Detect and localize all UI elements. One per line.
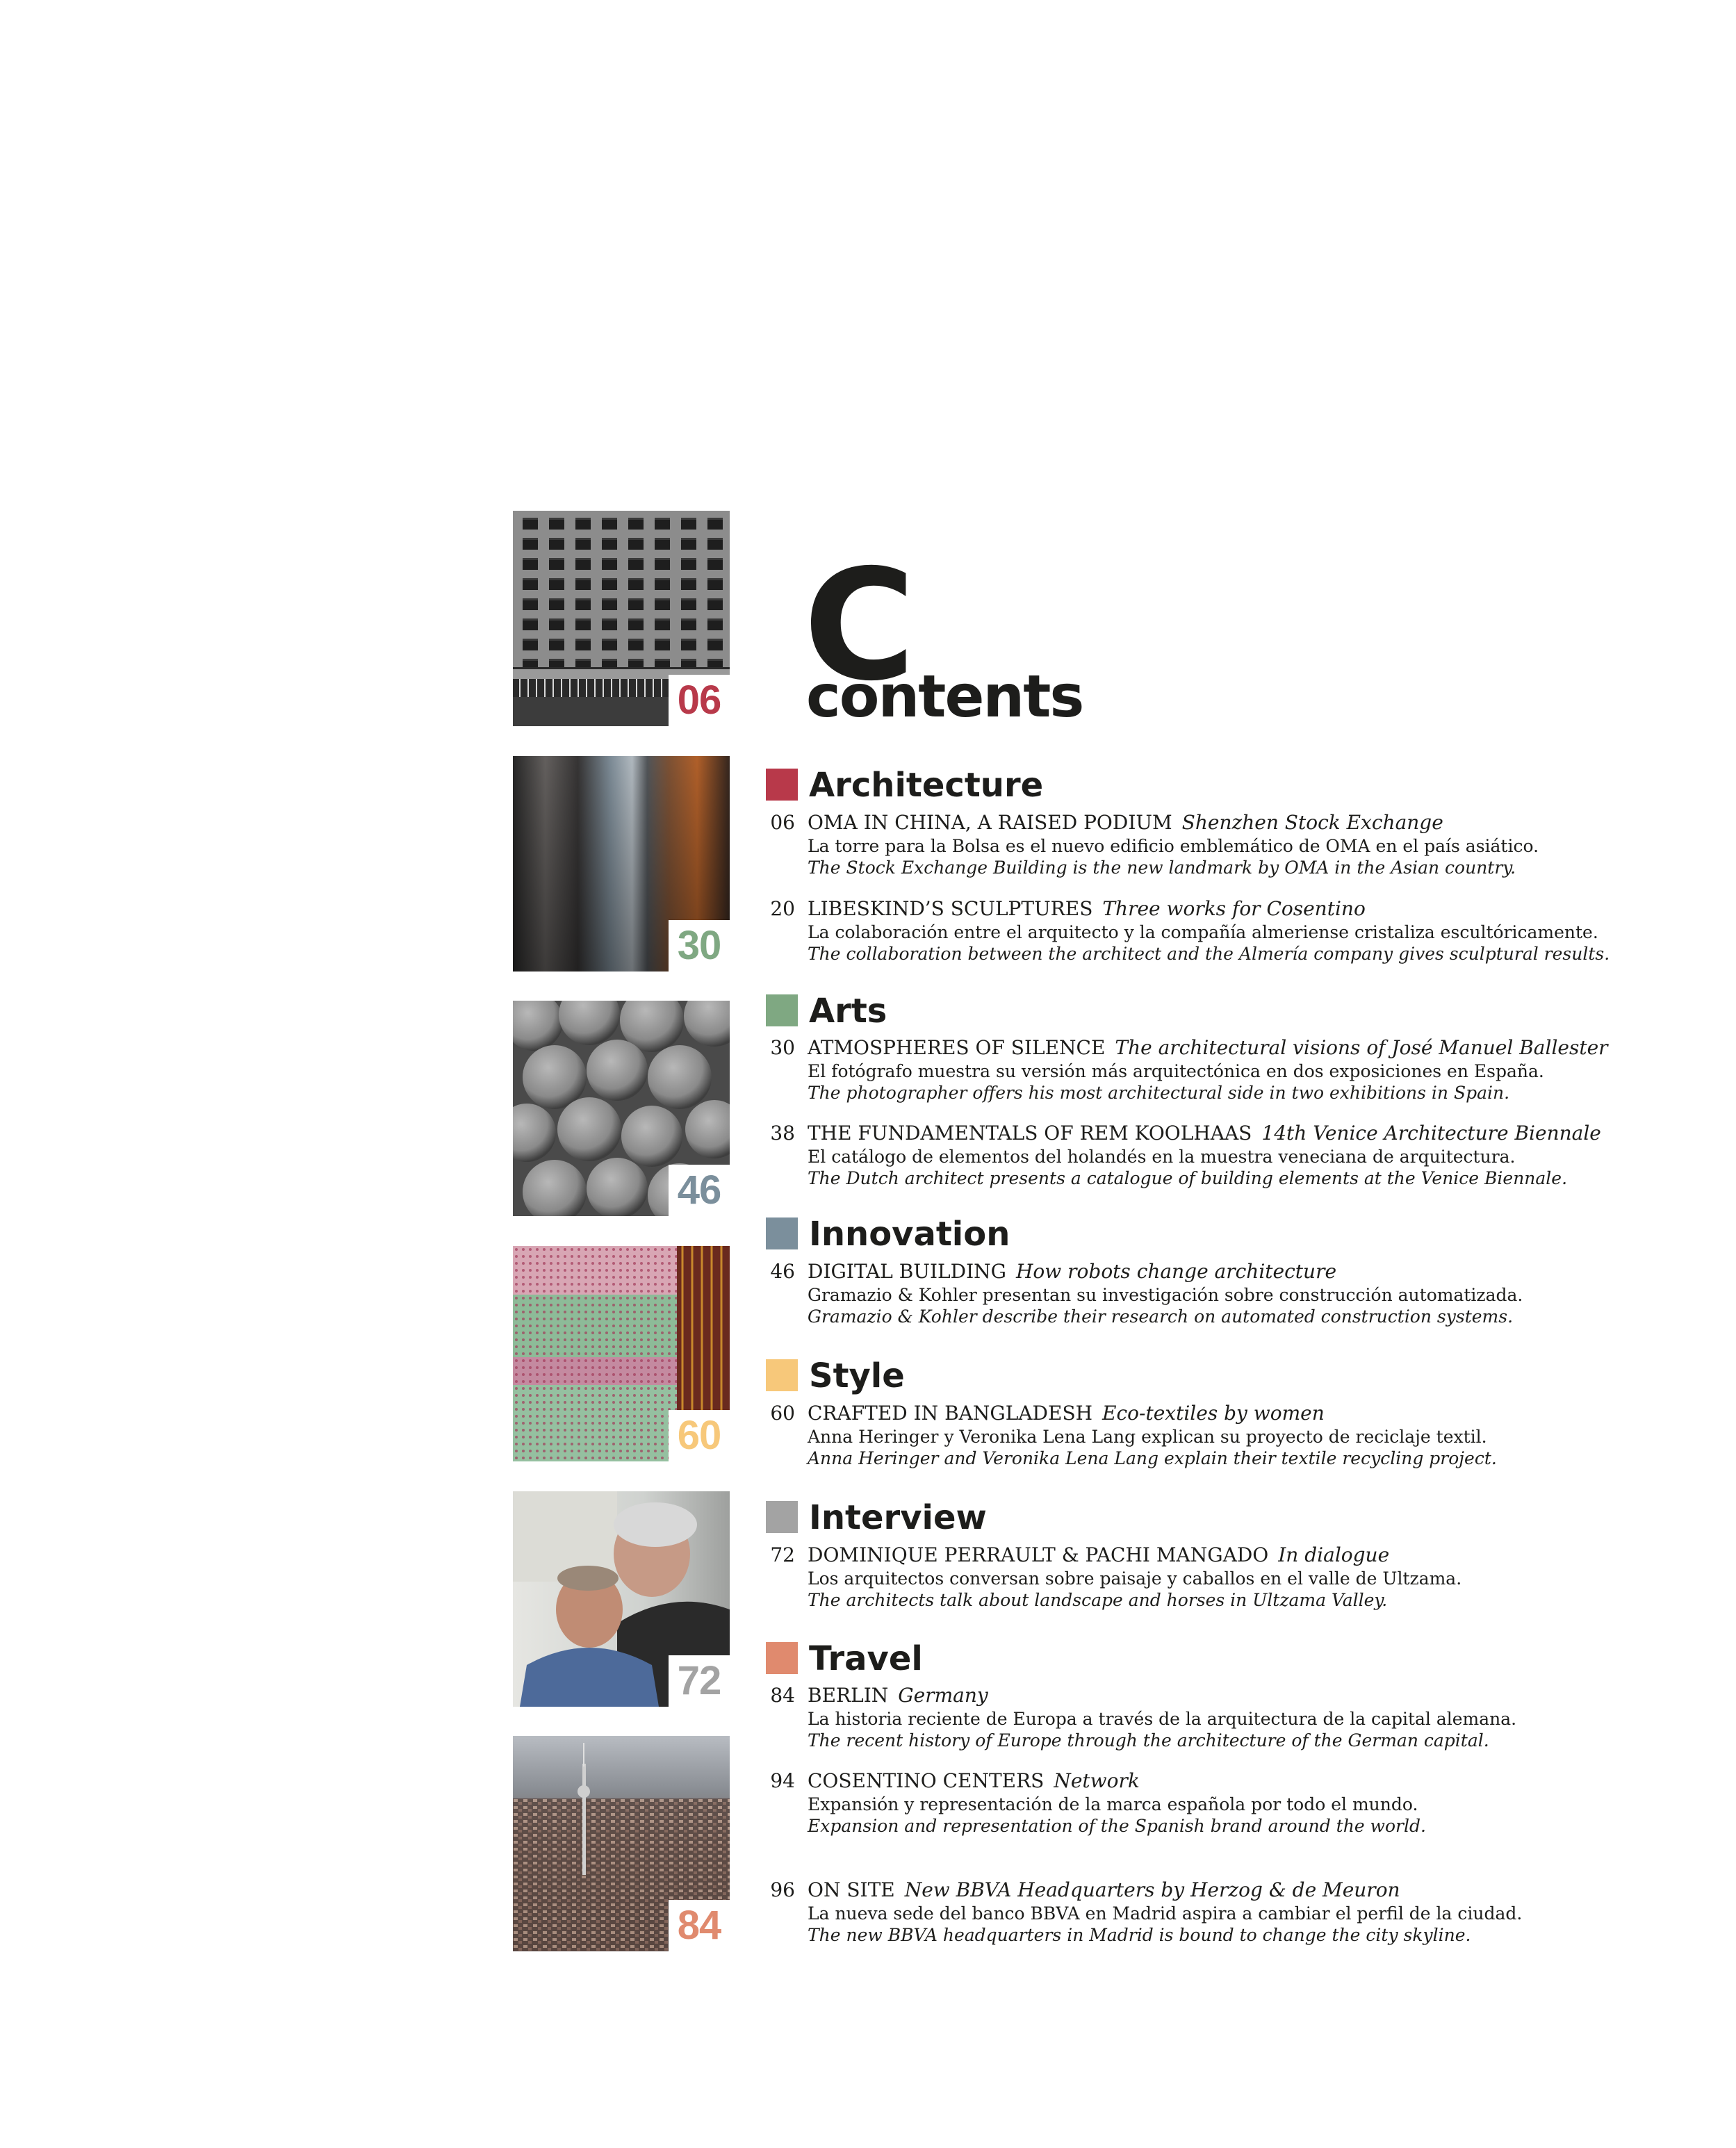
page-title: contents (806, 662, 1083, 730)
entry-description-en: The Dutch architect presents a catalogue of building elements at the Venice Biennale. (808, 1168, 1568, 1188)
entry-title: LIBESKIND’S SCULPTURES (808, 897, 1093, 920)
section-title: Innovation (809, 1215, 1010, 1254)
entry-page-number: 60 (770, 1402, 795, 1425)
entry-subtitle: Germany (898, 1684, 988, 1707)
entry-subtitle: Three works for Cosentino (1102, 897, 1366, 920)
thumbnail-style[interactable] (513, 1246, 730, 1461)
entry-page-number: 84 (770, 1684, 795, 1707)
thumbnail-architecture[interactable] (513, 511, 730, 726)
entry-description-en: The architects talk about landscape and horses in Ultzama Valley. (808, 1590, 1388, 1610)
entry-subtitle: Network (1054, 1769, 1140, 1792)
entry-title: THE FUNDAMENTALS OF REM KOOLHAAS (808, 1122, 1252, 1145)
title-initial: C (803, 536, 912, 714)
entry-page-number: 30 (770, 1036, 795, 1059)
entry-title: DOMINIQUE PERRAULT & PACHI MANGADO (808, 1543, 1269, 1566)
entry-description-en: Expansion and representation of the Spanish brand around the world. (808, 1816, 1426, 1836)
entry-title: CRAFTED IN BANGLADESH (808, 1402, 1093, 1425)
entry-description-en: Gramazio & Kohler describe their research on automated construction systems. (808, 1306, 1514, 1327)
entry-description-es: Expansión y representación de la marca española por todo el mundo. (808, 1794, 1418, 1814)
entry-description-es: El catálogo de elementos del holandés en la muestra veneciana de arquitectura. (808, 1147, 1516, 1167)
thumbnail-travel[interactable] (513, 1736, 730, 1951)
entry-title: OMA IN CHINA, A RAISED PODIUM (808, 811, 1172, 834)
entry-subtitle: New BBVA Headquarters by Herzog & de Meuron (904, 1878, 1400, 1901)
thumbnail-page-number: 84 (669, 1900, 730, 1951)
entry-description-en: The new BBVA headquarters in Madrid is bound to change the city skyline. (808, 1925, 1471, 1945)
entry-description-es: Anna Heringer y Veronika Lena Lang explican su proyecto de reciclaje textil. (808, 1427, 1487, 1447)
thumbnail-arts[interactable] (513, 756, 730, 971)
entry-description-es: La nueva sede del banco BBVA en Madrid aspira a cambiar el perfil de la ciudad. (808, 1903, 1523, 1924)
section-color-square (766, 1218, 798, 1249)
entry-title: ON SITE (808, 1878, 895, 1901)
entry-page-number: 72 (770, 1543, 795, 1566)
entry-subtitle: In dialogue (1278, 1543, 1390, 1566)
entry-description-es: Gramazio & Kohler presentan su investigación sobre construcción automatizada. (808, 1285, 1523, 1305)
entry-description-en: Anna Heringer and Veronika Lena Lang explain their textile recycling project. (808, 1448, 1497, 1468)
entry-description-es: La torre para la Bolsa es el nuevo edificio emblemático de OMA en el país asiático. (808, 836, 1539, 856)
section-title: Arts (809, 992, 887, 1031)
section-color-square (766, 994, 798, 1026)
section-title: Style (809, 1356, 905, 1395)
entry-page-number: 20 (770, 897, 795, 920)
entry-description-es: Los arquitectos conversan sobre paisaje y caballos en el valle de Ultzama. (808, 1568, 1462, 1589)
thumbnail-page-number: 30 (669, 920, 730, 971)
entry-subtitle: The architectural visions of José Manuel Ballester (1115, 1036, 1608, 1059)
entry-description-es: La historia reciente de Europa a través de la arquitectura de la capital alemana. (808, 1709, 1517, 1729)
thumbnail-page-number: 46 (669, 1165, 730, 1216)
entry-subtitle: Eco-textiles by women (1102, 1402, 1325, 1425)
thumbnail-page-number: 60 (669, 1410, 730, 1461)
entry-page-number: 96 (770, 1878, 795, 1901)
thumbnail-innovation[interactable] (513, 1001, 730, 1216)
entry-title: DIGITAL BUILDING (808, 1260, 1007, 1283)
entry-title: BERLIN (808, 1684, 889, 1707)
entry-page-number: 06 (770, 811, 795, 834)
entry-description-en: The recent history of Europe through the architecture of the German capital. (808, 1730, 1489, 1751)
entry-subtitle: 14th Venice Architecture Biennale (1261, 1122, 1601, 1145)
entry-description-en: The photographer offers his most architectural side in two exhibitions in Spain. (808, 1083, 1510, 1103)
entry-page-number: 94 (770, 1769, 795, 1792)
section-color-square (766, 1501, 798, 1533)
thumbnail-page-number: 06 (669, 675, 730, 726)
entry-title: ATMOSPHERES OF SILENCE (808, 1036, 1106, 1059)
entry-page-number: 46 (770, 1260, 795, 1283)
section-color-square (766, 769, 798, 801)
entry-description-es: El fotógrafo muestra su versión más arquitectónica en dos exposiciones en España. (808, 1061, 1544, 1081)
section-title: Interview (809, 1498, 987, 1537)
entry-page-number: 38 (770, 1122, 795, 1145)
entry-description-en: The Stock Exchange Building is the new landmark by OMA in the Asian country. (808, 858, 1516, 878)
entry-description-es: La colaboración entre el arquitecto y la compañía almeriense cristaliza escultóricamente. (808, 922, 1598, 942)
entry-title: COSENTINO CENTERS (808, 1769, 1045, 1792)
section-color-square (766, 1642, 798, 1674)
entry-subtitle: Shenzhen Stock Exchange (1181, 811, 1443, 834)
section-title: Travel (809, 1639, 923, 1678)
entry-subtitle: How robots change architecture (1016, 1260, 1337, 1283)
section-title: Architecture (809, 766, 1044, 805)
section-color-square (766, 1359, 798, 1391)
thumbnail-interview[interactable] (513, 1491, 730, 1707)
thumbnail-page-number: 72 (669, 1655, 730, 1707)
entry-description-en: The collaboration between the architect and the Almería company gives sculptural results. (808, 944, 1610, 964)
